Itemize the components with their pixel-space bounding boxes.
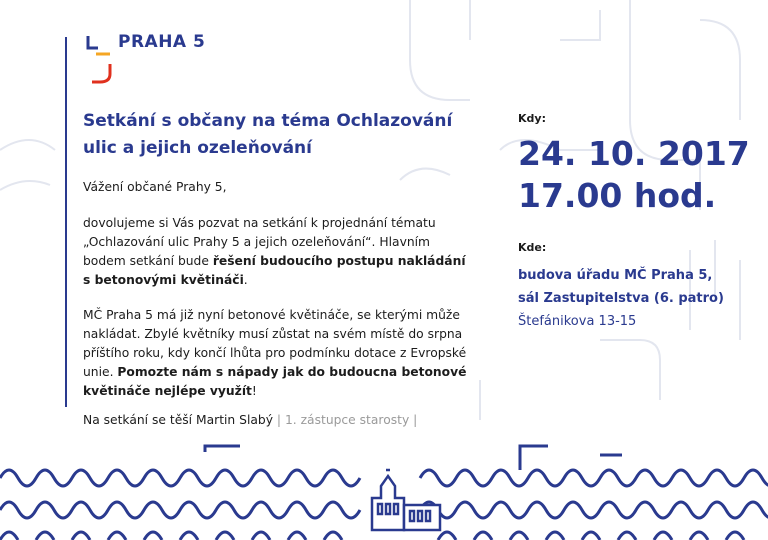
when-label: Kdy: bbox=[518, 112, 546, 125]
event-date: 24. 10. 2017 bbox=[518, 134, 750, 173]
p2-line: nakládat. Zbylé květníky musí zůstat na svém místě do srpna bbox=[83, 327, 463, 341]
location-building: budova úřadu MČ Praha 5, bbox=[518, 268, 713, 283]
event-location bbox=[518, 264, 724, 333]
p2-line: MČ Praha 5 má již nyní betonové květináče, se kterými může bbox=[83, 308, 460, 322]
invitation-title bbox=[83, 108, 463, 162]
p2-line: příštího roku, kdy končí lhůta pro podmínku dotace z Evropské bbox=[83, 346, 467, 360]
p1-bold-text: s betonovými květináči bbox=[83, 273, 244, 287]
p1-bold-text: řešení budoucího postupu nakládání bbox=[212, 254, 466, 268]
title-line-2: ulic a jejich ozeleňování bbox=[83, 138, 312, 158]
p2-text: ! bbox=[251, 384, 257, 398]
p2-bold-text: Pomozte nám s nápady jak do budoucna betonové bbox=[117, 365, 467, 379]
p2-line bbox=[83, 363, 483, 382]
p2-line bbox=[83, 382, 483, 401]
p1-text: . bbox=[243, 273, 248, 287]
signature-role: 1. zástupce starosty bbox=[284, 413, 410, 427]
p1-line bbox=[83, 252, 483, 271]
wave-pattern-icon bbox=[0, 440, 768, 540]
p1-text: bodem setkání bude bbox=[83, 254, 213, 268]
town-hall-building-icon bbox=[372, 470, 440, 530]
separator: | bbox=[409, 413, 418, 427]
p2-text: unie. bbox=[83, 365, 118, 379]
closing-signature bbox=[83, 411, 483, 430]
event-time: 17.00 hod. bbox=[518, 176, 717, 215]
logo-text: PRAHA 5 bbox=[118, 32, 206, 52]
separator: | bbox=[272, 413, 285, 427]
p1-line: „Ochlazování ulic Prahy 5 a jejich ozeleňování“. Hlavním bbox=[83, 235, 431, 249]
title-line-1: Setkání s občany na téma Ochlazování bbox=[83, 111, 453, 131]
greeting: Vážení občané Prahy 5, bbox=[83, 180, 227, 194]
left-divider-line bbox=[65, 37, 67, 407]
paragraph-details bbox=[83, 306, 483, 401]
location-address: Štefánikova 13-15 bbox=[518, 314, 637, 329]
location-hall: sál Zastupitelstva (6. patro) bbox=[518, 291, 724, 306]
p2-bold-text: květináče nejlépe využít bbox=[83, 384, 252, 398]
p1-line: dovolujeme si Vás pozvat na setkání k projednání tématu bbox=[83, 216, 436, 230]
p1-line bbox=[83, 271, 483, 290]
paragraph-invitation bbox=[83, 214, 483, 290]
where-label: Kde: bbox=[518, 241, 547, 254]
signature-text: Na setkání se těší Martin Slabý bbox=[83, 413, 273, 427]
